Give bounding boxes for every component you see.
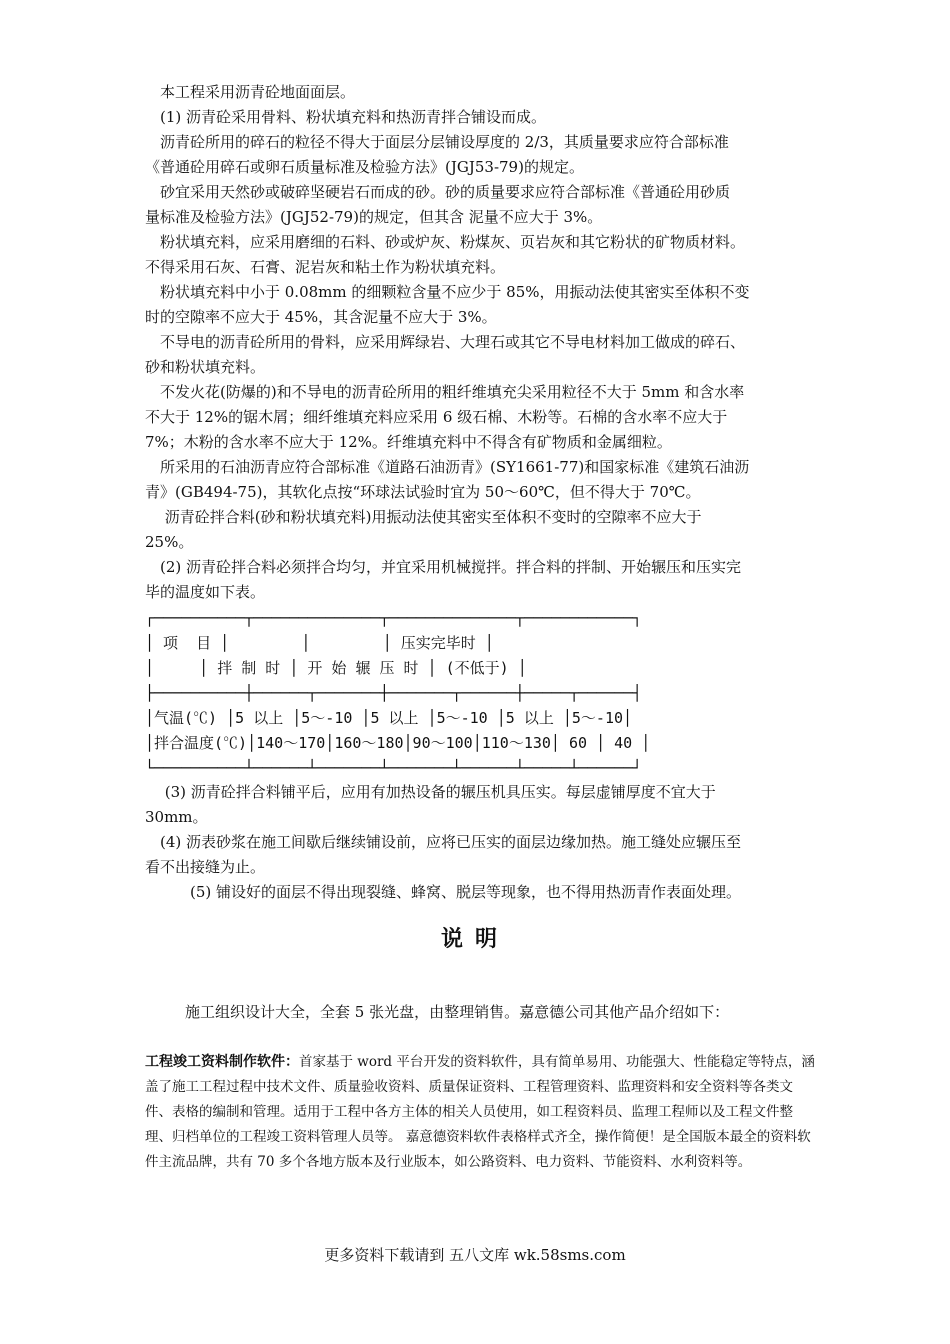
paragraph-line: (4) 沥表砂浆在施工间歇后继续铺设前，应将已压实的面层边缘加热。施工缝处应辗压至 — [145, 833, 742, 851]
software-text: 首家基于 word 平台开发的资料软件，具有简单易用、功能强大、性能稳定等特点，涵盖了施工工程过程中技术文件、质量验收资料、质量保证资料、工程管理资料、监理资料和安全资料等各类文件、表格的编制和管理。适用于工程中各方主体的相关人员使用，如工程资料员、监理工程师以及工程文件整理、归档单位的工程竣工资料管理人员等。 嘉意德资料软件表格样式齐全，操作简便！是全国版本最全的资料软件主流品牌，共有 70 多个各地方版本及行业版本，如公路资料、电力资料、节能资料、水利资料等。 — [145, 1054, 815, 1170]
table-line: │气温(℃) │5 以上 │5～-10 │5 以上 │5～-10 │5 以上 │5～-10│ — [145, 709, 633, 727]
software-description — [145, 1050, 815, 1175]
paragraph-line: 沥青砼拌合料(砂和粉状填充料)用振动法使其密实至体积不变时的空隙率不应大于 — [145, 508, 702, 526]
paragraph-line: (5) 铺设好的面层不得出现裂缝、蜂窝、脱层等现象，也不得用热沥青作表面处理。 — [145, 883, 742, 901]
product-note: 施工组织设计大全，全套 5 张光盘，由整理销售。嘉意德公司其他产品介绍如下： — [185, 1003, 730, 1021]
table-line: │拌合温度(℃)│140～170│160～180│90～100│110～130│ 60 │ 40 │ — [145, 734, 651, 752]
table-line: └──────────┴──────┴───────┴───────┴──────┴─────┴──────┘ — [145, 759, 642, 777]
paragraph-line: 粉状填充料中小于 0.08mm 的细颗粒含量不应少于 85%，用振动法使其密实至体积不变 — [145, 283, 750, 301]
paragraph-line: (3) 沥青砼拌合料铺平后，应用有加热设备的辗压机具压实。每层虚铺厚度不宜大于 — [145, 783, 716, 801]
paragraph-line: 本工程采用沥青砼地面面层。 — [145, 83, 356, 101]
paragraph-line: 粉状填充料，应采用磨细的石料、砂或炉灰、粉煤灰、页岩灰和其它粉状的矿物质材料。 — [145, 233, 746, 251]
paragraph-line: 25%。 — [145, 533, 194, 551]
paragraph-line: (1) 沥青砼采用骨料、粉状填充料和热沥青拌合铺设而成。 — [145, 108, 547, 126]
paragraph-line: 《普通砼用碎石或卵石质量标准及检验方法》(JGJ53-79)的规定。 — [145, 158, 584, 176]
paragraph-line: 砂和粉状填充料。 — [145, 358, 266, 376]
section-heading: 说明 — [440, 926, 509, 952]
paragraph-line: 砂宜采用天然砂或破碎坚硬岩石而成的砂。砂的质量要求应符合部标准《普通砼用砂质 — [145, 183, 731, 201]
paragraph-line: 时的空隙率不应大于 45%，其含泥量不应大于 3%。 — [145, 308, 497, 326]
table-line: ┌──────────┬──────────────┬──────────────┬────────────┐ — [145, 609, 642, 627]
paragraph-line: 量标准及检验方法》(JGJ52-79)的规定，但其含 泥量不应大于 3%。 — [145, 208, 603, 226]
paragraph-line: 所采用的石油沥青应符合部标准《道路石油沥青》(SY1661-77)和国家标准《建筑石油沥 — [145, 458, 750, 476]
table-line: │ 项 目 │ │ │ 压实完毕时 │ — [145, 634, 494, 652]
table-line: ├──────────┼──────┬───────┼───────┬──────┼─────┬──────┤ — [145, 684, 642, 702]
table-line: │ │ 拌 制 时 │ 开 始 辗 压 时 │ (不低于) │ — [145, 659, 527, 677]
paragraph-line: 不大于 12%的锯木屑；细纤维填充料应采用 6 级石棉、木粉等。石棉的含水率不应大于 — [145, 408, 728, 426]
paragraph-line: (2) 沥青砼拌合料必须拌合均匀，并宜采用机械搅拌。拌合料的拌制、开始辗压和压实完 — [145, 558, 742, 576]
paragraph-line: 沥青砼所用的碎石的粒径不得大于面层分层铺设厚度的 2/3，其质量要求应符合部标准 — [145, 133, 729, 151]
paragraph-line: 不发火花(防爆的)和不导电的沥青砼所用的粗纤维填充尖采用粒径不大于 5mm 和含水率 — [145, 383, 745, 401]
paragraph-line: 7%；木粉的含水率不应大于 12%。纤维填充料中不得含有矿物质和金属细粒。 — [145, 433, 672, 451]
footer-link-text: 更多资料下载请到 五八文库 wk.58sms.com — [324, 1246, 626, 1264]
paragraph-line: 不得采用石灰、石膏、泥岩灰和粘土作为粉状填充料。 — [145, 258, 506, 276]
paragraph-line: 不导电的沥青砼所用的骨料，应采用辉绿岩、大理石或其它不导电材料加工做成的碎石、 — [145, 333, 746, 351]
paragraph-line: 毕的温度如下表。 — [145, 583, 266, 601]
paragraph-line: 看不出接缝为止。 — [145, 858, 266, 876]
paragraph-line: 30mm。 — [145, 808, 208, 826]
software-label: 工程竣工资料制作软件： — [145, 1054, 299, 1070]
paragraph-line: 青》(GB494-75)，其软化点按“环球法试验时宜为 50～60℃，但不得大于 70℃。 — [145, 483, 701, 501]
